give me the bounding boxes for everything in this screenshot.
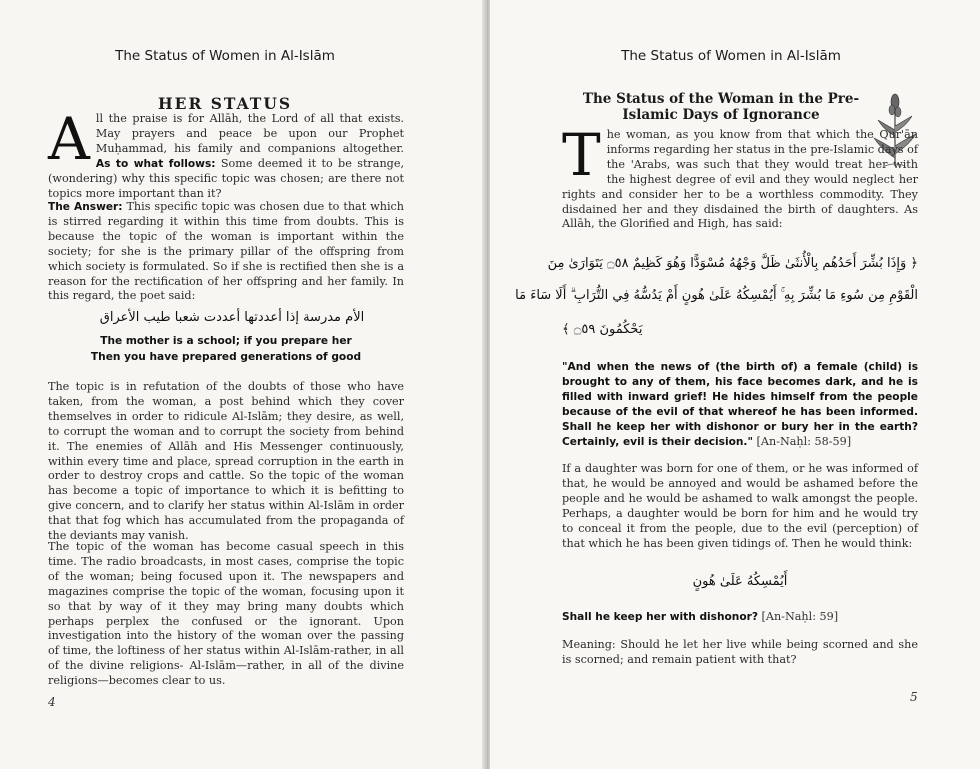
meaning-paragraph: Meaning: Should he let her live while being scorned and she is scorned; and remain patient with that?: [562, 638, 918, 666]
poem-line-2: Then you have prepared generations of good: [90, 351, 362, 363]
poem-arabic: الأم مدرسة إذا أعددتها أعددت شعبا طيب الأعراق: [99, 310, 365, 325]
left-page-number: 4: [48, 695, 56, 709]
answer-text: This specific topic was chosen due to that which is stirred regarding it within this time from doubts. This is because the topic of the woman is important within the society; for she is the primary pillar of the offspring from which society is formulated. So if she is rectified then she is a reason for the rectification of her offspring and her family. In this regard, the poet said:: [48, 200, 404, 303]
left-running-head: The Status of Women in Al-Islām: [115, 48, 335, 64]
poem-line-1: The mother is a school; if you prepare her: [100, 335, 352, 347]
section-title: The Status of the Woman in the Pre-Islamic Days of Ignorance: [582, 91, 860, 123]
intro-text-1: ll the praise is for Allāh, the Lord of all that exists. May prayers and peace be upon our Prophet Muḥammad, his family and companions altogether.: [95, 112, 404, 155]
verse-line-2: الْقَوْمِ مِن سُوءِ مَا بُشِّرَ بِهِ ۚ أَيُمْسِكُهُ عَلَىٰ هُونٍ أَمْ يَدُسُّهُ فِي التُّرَابِ ۗ أَلَا سَاءَ مَا: [515, 288, 918, 303]
translation-text: "And when the news of (the birth of) a female (child) is brought to any of them, his face becomes dark, and he is filled with inward grief! He hides himself from the people because of the evil of that whereof he has been informed. Shall he keep her with dishonor or bury her in the earth? Certainly, evil is their decision.": [562, 361, 918, 448]
answer-label: The Answer:: [48, 201, 123, 213]
answer-paragraph: [48, 200, 404, 304]
right-page: [490, 0, 980, 769]
left-page: [0, 0, 486, 769]
intro-text-2: Some deemed it to be strange, (wondering) why this specific topic was chosen; are there not topics more important than it?: [48, 156, 404, 200]
short-translation: Shall he keep her with dishonor?: [562, 611, 758, 623]
dropcap-a: A: [48, 105, 90, 173]
short-verse: أَيُمْسِكُهُ عَلَىٰ هُونٍ: [692, 574, 788, 589]
as-to-what-follows: As to what follows:: [95, 157, 216, 170]
right-page-number: 5: [910, 690, 918, 704]
verse-translation: [562, 360, 918, 449]
verse-line-3: [562, 322, 918, 337]
left-intro-paragraph: [48, 105, 404, 201]
right-running-head: The Status of Women in Al-Islām: [621, 48, 841, 64]
translation-reference: [An-Naḥl: 58-59]: [756, 434, 852, 448]
short-reference: [An-Naḥl: 59]: [761, 610, 839, 623]
right-intro-text: he woman, as you know from that which the Qur'ān informs regarding her status in the pre-Islamic days of the 'Arabs, was such that they would treat her with the highest degree of evil and they would neglect her rights and consider her to be a worthless commodity. They disdained her and they disdained the birth of daughters. As Allāh, the Glorified and High, has said:: [562, 128, 918, 231]
daughter-paragraph: If a daughter was born for one of them, or he was informed of that, he would be annoyed and would be ashamed before the people and he would be ashamed to walk amongst the people. Perhaps, a daughter would be born for him and he would try to conceal it from the people, due to the evil (perception) of that which he has been given tidings of. Then he would think:: [562, 462, 918, 550]
verse-line-3-text: يَحْكُمُونَ ۝٥٩ ﴾: [562, 322, 643, 337]
casual-speech-paragraph: The topic of the woman has become casual speech in this time. The radio broadcasts, in most cases, comprise the topic of the woman; being focused upon it. The newspapers and magazines comprise the topic of the woman, focusing upon it so that by way of it they may bring many doubts which perhaps perplex the confused or the ignorant. Upon investigation into the history of the woman over the passing of time, the loftiness of her status within Al-Islām-rather, in all of the divine religions- Al-Islām—rather, in all of the divine religions—becomes clear to us.: [48, 540, 404, 688]
verse-line-1: ﴿ وَإِذَا بُشِّرَ أَحَدُهُم بِالْأُنثَىٰ ظَلَّ وَجْهُهُ مُسْوَدًّا وَهُوَ كَظِيمٌ ۝٥٨ يَتَوَارَىٰ مِنَ: [547, 256, 918, 271]
refutation-paragraph: The topic is in refutation of the doubts of those who have taken, from the woman, a post behind which they cover themselves in order to ridicule Al-Islām; they desire, as well, to corrupt the woman and to corrupt the society from behind it. The enemies of Allāh and His Messenger continuously, within every time and place, spread corruption in the earth in order to destroy crops and cattle. So the topic of the woman has become a topic of importance to which it is befitting to give concern, and to clarify her status within Al-Islām in order that that fog which has accumulated from the propaganda of the deviants may vanish.: [48, 380, 404, 543]
right-intro-paragraph: [562, 121, 918, 232]
her-status-heading: HER STATUS: [158, 94, 293, 113]
dropcap-t: T: [562, 121, 601, 189]
short-translation-line: [562, 610, 918, 625]
poem-translation: [48, 333, 404, 365]
